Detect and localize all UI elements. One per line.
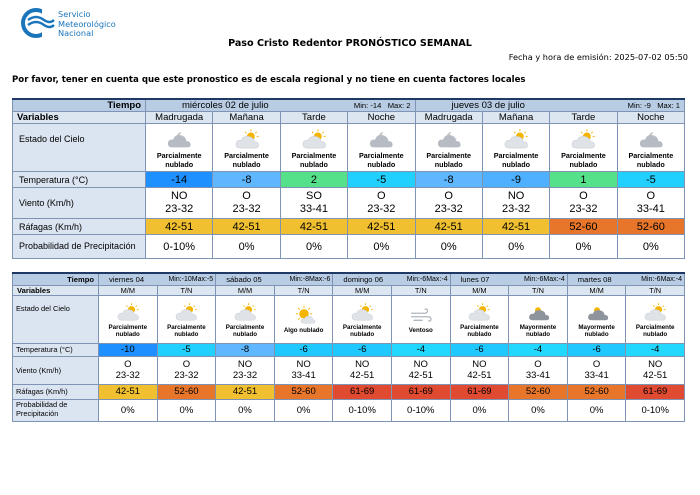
gust-cell: 52-60 <box>509 384 568 399</box>
wind-direction: NO <box>170 190 188 202</box>
partly-cloudy-day-icon <box>232 128 262 150</box>
day-header <box>415 99 685 112</box>
day-name: jueves 03 de julio <box>451 100 525 111</box>
gust-cell: 52-60 <box>567 384 626 399</box>
period-label: M/M <box>99 285 158 295</box>
gust-cell: 42-51 <box>146 219 213 235</box>
sky-cell <box>348 124 415 172</box>
day-header <box>333 273 450 285</box>
windy-icon <box>408 305 434 325</box>
sky-cell <box>415 124 482 172</box>
wind-cell <box>274 356 333 384</box>
sky-cell <box>216 295 275 343</box>
sky-description: Parcialmente nublado <box>225 323 265 338</box>
tiempo-header: Tiempo <box>13 273 99 285</box>
wind-speed: 23-32 <box>434 203 463 215</box>
wind-direction: O <box>182 359 191 370</box>
wind-direction: NO <box>472 359 487 370</box>
wind-speed: 33-41 <box>291 370 316 381</box>
tiempo-header: Tiempo <box>13 99 146 112</box>
period-label: M/M <box>333 285 392 295</box>
sky-description: Parcialmente nublado <box>358 151 404 169</box>
gust-cell: 61-69 <box>391 384 450 399</box>
day-name: miércoles 02 de julio <box>182 100 269 111</box>
sky-description: Parcialmente nublado <box>628 151 674 169</box>
sky-cell <box>391 295 450 343</box>
wind-cell <box>415 188 482 219</box>
wind-direction: NO <box>648 359 663 370</box>
sky-description: Parcialmente nublado <box>108 323 148 338</box>
sky-description: Parcialmente nublado <box>342 323 382 338</box>
wind-cell <box>626 356 685 384</box>
wind-speed: 23-32 <box>174 370 199 381</box>
day-name: viernes 04 <box>109 274 145 284</box>
sky-cell <box>213 124 280 172</box>
precip-probability-cell: 0-10% <box>146 235 213 259</box>
gust-cell: 42-51 <box>348 219 415 235</box>
partly-cloudy-day-icon <box>501 128 531 150</box>
regional-notice: Por favor, tener en cuenta que este pronostico es de escala regional y no tiene en cuenta factores locales <box>12 75 526 85</box>
period-label: T/N <box>157 285 216 295</box>
row-label-temperatura: Temperatura (°C) <box>13 172 146 188</box>
wind-direction: SO <box>305 190 322 202</box>
wind-cell <box>280 188 347 219</box>
temperature-cell: -8 <box>415 172 482 188</box>
day-minmax: Min:-8Max:-6 <box>289 275 331 283</box>
partly-cloudy-night-icon <box>636 128 666 150</box>
wind-direction: NO <box>507 190 525 202</box>
sky-description: Mayormente nublado <box>578 323 615 338</box>
wind-direction: O <box>124 359 132 370</box>
sky-cell <box>550 124 617 172</box>
temperature-cell: -4 <box>626 343 685 356</box>
day-name: lunes 07 <box>460 274 490 284</box>
wind-speed: 23-32 <box>232 203 261 215</box>
precip-probability-cell: 0% <box>450 399 509 421</box>
wind-cell <box>450 356 509 384</box>
wind-speed: 33-41 <box>584 370 609 381</box>
precip-probability-cell: 0-10% <box>333 399 392 421</box>
precip-probability-cell: 0% <box>216 399 275 421</box>
wind-cell <box>348 188 415 219</box>
partly-cloudy-night-icon <box>164 128 194 150</box>
sky-cell <box>509 295 568 343</box>
wind-direction: NO <box>296 359 311 370</box>
gust-cell: 42-51 <box>213 219 280 235</box>
period-label: T/N <box>509 285 568 295</box>
partly-cloudy-night-icon <box>434 128 464 150</box>
gust-cell: 42-51 <box>99 384 158 399</box>
row-label-rafagas: Ráfagas (Km/h) <box>13 219 146 235</box>
day-minmax: Min:-10Max:-5 <box>168 275 214 283</box>
day-name: martes 08 <box>577 274 612 284</box>
sky-cell <box>99 295 158 343</box>
precip-probability-cell: 0% <box>157 399 216 421</box>
temperature-cell: -6 <box>567 343 626 356</box>
wind-cell <box>146 188 213 219</box>
wind-cell <box>550 188 617 219</box>
temperature-cell: -4 <box>509 343 568 356</box>
wind-direction: O <box>646 190 656 202</box>
precip-probability-cell: 0% <box>348 235 415 259</box>
wind-cell <box>333 356 392 384</box>
sky-description: Algo nublado <box>283 327 324 335</box>
temperature-cell: 2 <box>280 172 347 188</box>
period-label: M/M <box>567 285 626 295</box>
emission-date: Fecha y hora de emisión: 2025-07-02 05:50 <box>508 52 688 62</box>
sky-description: Parcialmente nublado <box>493 151 539 169</box>
temperature-cell: -6 <box>333 343 392 356</box>
forecast-table-extended <box>12 272 685 422</box>
sky-description: Parcialmente nublado <box>224 151 269 169</box>
wind-direction: O <box>534 359 542 370</box>
wind-cell <box>213 188 280 219</box>
period-label: Mañana <box>482 112 549 124</box>
wind-speed: 23-32 <box>115 370 140 381</box>
period-label: Tarde <box>550 112 617 124</box>
wind-cell <box>391 356 450 384</box>
day-header <box>450 273 567 285</box>
temperature-cell: -4 <box>391 343 450 356</box>
day-minmax: Min:-6Max:-4 <box>641 275 682 283</box>
precip-probability-cell: 0-10% <box>626 399 685 421</box>
temperature-cell: -6 <box>274 343 333 356</box>
row-label-viento: Viento (Km/h) <box>13 188 146 219</box>
sky-description: Parcialmente nublado <box>156 151 202 169</box>
gust-cell: 52-60 <box>274 384 333 399</box>
gust-cell: 42-51 <box>280 219 347 235</box>
wind-speed: 23-32 <box>232 370 258 381</box>
precip-probability-cell: 0% <box>567 399 626 421</box>
wind-direction: NO <box>237 359 253 370</box>
partly-cloudy-day-icon <box>115 302 141 322</box>
row-label-rafagas: Ráfagas (Km/h) <box>13 384 99 399</box>
wind-speed: 33-41 <box>525 370 551 381</box>
period-label: T/N <box>391 285 450 295</box>
forecast-table-short-term <box>12 98 685 259</box>
temperature-cell: -9 <box>482 172 549 188</box>
sky-cell <box>567 295 626 343</box>
temperature-cell: -14 <box>146 172 213 188</box>
gust-cell: 61-69 <box>626 384 685 399</box>
sky-description: Parcialmente nublado <box>635 323 675 338</box>
temperature-cell: -5 <box>157 343 216 356</box>
period-label: T/N <box>626 285 685 295</box>
day-name: domingo 06 <box>343 274 384 284</box>
gust-cell: 42-51 <box>482 219 549 235</box>
row-label-probabilidad: Probabilidad de Precipitación <box>13 235 146 259</box>
sky-description: Parcialmente nublado <box>426 151 472 169</box>
wind-speed: 33-41 <box>299 203 328 215</box>
temperature-cell: -5 <box>348 172 415 188</box>
wind-direction: O <box>444 190 453 202</box>
wind-cell <box>216 356 275 384</box>
sky-cell <box>626 295 685 343</box>
wind-speed: 33-41 <box>636 203 665 215</box>
gust-cell: 42-51 <box>415 219 482 235</box>
partly-cloudy-day-icon <box>642 302 668 322</box>
wind-speed: 23-32 <box>501 203 531 215</box>
gust-cell: 61-69 <box>333 384 392 399</box>
precip-probability-cell: 0% <box>213 235 280 259</box>
row-label-probabilidad: Probabilidad de Precipitación <box>13 399 99 421</box>
period-label: Madrugada <box>415 112 482 124</box>
sky-description: Parcialmente nublado <box>167 323 206 338</box>
period-label: Madrugada <box>146 112 213 124</box>
partly-cloudy-day-icon <box>568 128 598 150</box>
sky-description: Parcialmente nublado <box>291 151 337 169</box>
gust-cell: 61-69 <box>450 384 509 399</box>
wind-speed: 23-32 <box>569 203 598 215</box>
sky-description: Ventoso <box>408 327 433 335</box>
day-name: sábado 05 <box>226 274 262 284</box>
wind-cell <box>617 188 684 219</box>
wind-speed: 23-32 <box>165 203 194 215</box>
mostly-cloudy-icon <box>584 302 610 322</box>
variables-header: Variables <box>13 285 99 295</box>
page-title: Paso Cristo Redentor PRONÓSTICO SEMANAL <box>228 38 472 49</box>
wind-direction: NO <box>355 359 370 370</box>
period-label: M/M <box>216 285 275 295</box>
wind-speed: 42-51 <box>467 370 492 381</box>
sky-cell <box>450 295 509 343</box>
sky-cell <box>617 124 684 172</box>
partly-cloudy-day-icon <box>173 302 199 322</box>
partly-cloudy-day-icon <box>299 128 329 150</box>
sky-cell <box>333 295 392 343</box>
gust-cell: 52-60 <box>550 219 617 235</box>
wind-cell <box>509 356 568 384</box>
period-label: Noche <box>348 112 415 124</box>
day-minmax: Min:-6Max:-4 <box>406 275 448 283</box>
row-label-estado: Estado del Cielo <box>13 295 99 343</box>
precip-probability-cell: 0% <box>415 235 482 259</box>
day-header <box>567 273 684 285</box>
sky-cell <box>157 295 216 343</box>
precip-probability-cell: 0-10% <box>391 399 450 421</box>
precip-probability-cell: 0% <box>550 235 617 259</box>
sky-description: Mayormente nublado <box>519 323 557 338</box>
sky-cell <box>274 295 333 343</box>
period-label: T/N <box>274 285 333 295</box>
day-minmax: Min:-6Max:-4 <box>523 275 565 283</box>
temperature-cell: -8 <box>213 172 280 188</box>
temperature-cell: 1 <box>550 172 617 188</box>
wind-direction: O <box>377 190 386 202</box>
partly-cloudy-day-icon <box>466 302 492 322</box>
wind-speed: 23-32 <box>367 203 396 215</box>
temperature-cell: -10 <box>99 343 158 356</box>
day-header <box>99 273 216 285</box>
period-label: Tarde <box>280 112 347 124</box>
wind-direction: O <box>242 190 251 202</box>
sky-cell <box>482 124 549 172</box>
sky-description: Parcialmente nublado <box>460 323 499 338</box>
smn-logo-text: Servicio Meteorológico Nacional <box>58 9 116 38</box>
gust-cell: 52-60 <box>617 219 684 235</box>
wind-speed: 42-51 <box>643 370 668 381</box>
partly-cloudy-night-icon <box>366 128 396 150</box>
temperature-cell: -8 <box>216 343 275 356</box>
wind-direction: O <box>579 190 588 202</box>
day-header <box>216 273 333 285</box>
mostly-cloudy-icon <box>525 302 551 322</box>
precip-probability-cell: 0% <box>99 399 158 421</box>
period-label: Mañana <box>213 112 280 124</box>
temperature-cell: -6 <box>450 343 509 356</box>
sky-cell <box>280 124 347 172</box>
smn-logo <box>20 8 160 40</box>
row-label-viento: Viento (Km/h) <box>13 356 99 384</box>
precip-probability-cell: 0% <box>509 399 568 421</box>
precip-probability-cell: 0% <box>617 235 684 259</box>
smn-logo-icon <box>20 8 56 38</box>
wind-cell <box>99 356 158 384</box>
precip-probability-cell: 0% <box>274 399 333 421</box>
wind-cell <box>157 356 216 384</box>
gust-cell: 42-51 <box>216 384 275 399</box>
wind-direction: O <box>592 359 601 370</box>
wind-speed: 42-51 <box>350 370 375 381</box>
day-minmax: Min: -14 Max: 2 <box>353 101 411 110</box>
sky-cell <box>146 124 213 172</box>
variables-header: Variables <box>13 112 146 124</box>
gust-cell: 52-60 <box>157 384 216 399</box>
temperature-cell: -5 <box>617 172 684 188</box>
day-header <box>146 99 416 112</box>
row-label-estado: Estado del Cielo <box>13 124 146 172</box>
wind-cell <box>482 188 549 219</box>
wind-cell <box>567 356 626 384</box>
partly-cloudy-day-icon <box>232 302 258 322</box>
period-label: Noche <box>617 112 684 124</box>
day-minmax: Min: -9 Max: 1 <box>627 101 681 110</box>
sky-description: Parcialmente nublado <box>561 151 606 169</box>
precip-probability-cell: 0% <box>482 235 549 259</box>
precip-probability-cell: 0% <box>280 235 347 259</box>
partly-cloudy-day-icon <box>349 302 375 322</box>
wind-speed: 42-51 <box>408 370 433 381</box>
wind-direction: NO <box>413 359 428 370</box>
sunny-cloud-icon <box>291 305 317 325</box>
row-label-temperatura: Temperatura (°C) <box>13 343 99 356</box>
period-label: M/M <box>450 285 509 295</box>
